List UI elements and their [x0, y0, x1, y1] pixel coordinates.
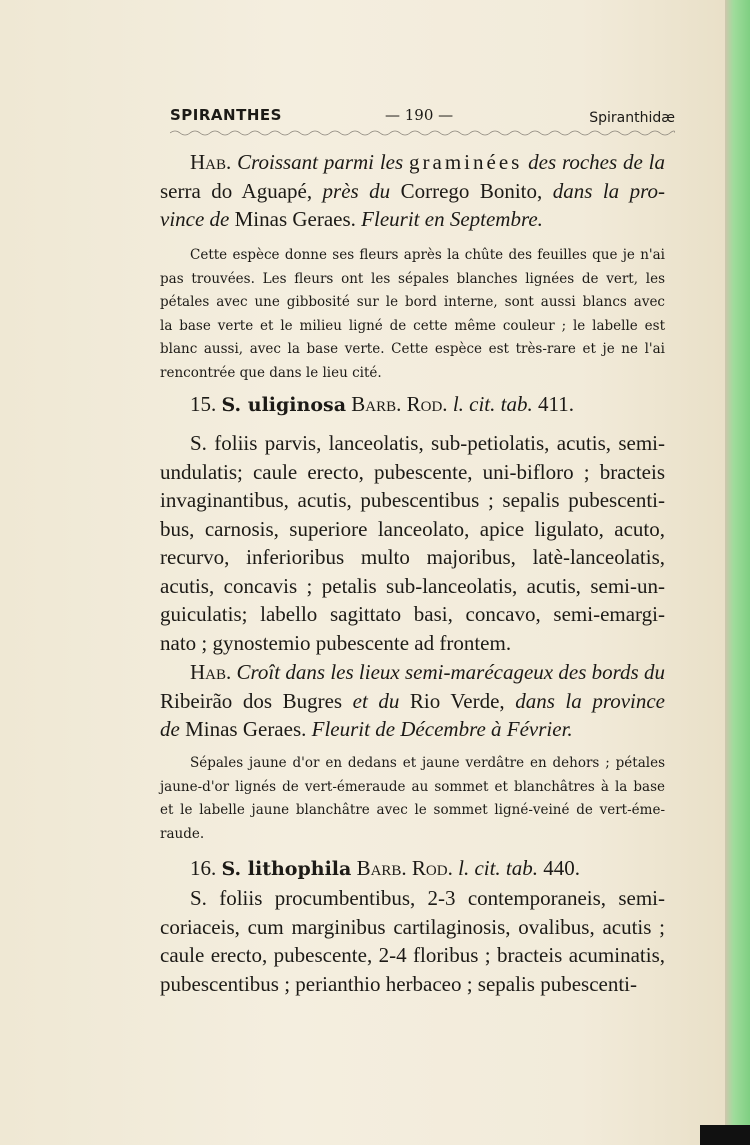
text-run: 411.: [532, 392, 574, 416]
text-run: 15.: [190, 392, 222, 416]
text-run: Rio Verde,: [399, 688, 516, 713]
species-16-heading: [160, 854, 665, 884]
species-15-habitat: [160, 658, 665, 744]
text-line: [160, 205, 665, 234]
text-run: des roches de la: [522, 150, 665, 174]
text-line: undulatis; caule erecto, pubescente, uni-bifloro ; bracteis: [160, 459, 665, 484]
note-paragraph-1: [160, 244, 665, 385]
text-line: raude.: [160, 825, 205, 842]
text-line: nato ; gynostemio pubescente ad frontem.: [160, 630, 512, 655]
text-line: caule erecto, pubescente, 2-4 floribus ; bracteis acuminatis,: [160, 943, 665, 967]
header-rule: [170, 128, 675, 138]
text-run: Croissant parmi les: [237, 150, 410, 174]
text-line: S. foliis procumbentibus, 2-3 contemporaneis, semi-: [190, 886, 665, 910]
species-15-heading: [160, 390, 665, 420]
text-line: bus, carnosis, superiore lanceolato, apice ligulato, acuto,: [160, 516, 665, 541]
text-run: de: [160, 717, 180, 741]
text-run: graminées: [409, 150, 523, 174]
text-run: vince de: [160, 207, 230, 231]
text-line: blanc aussi, avec la base verte. Cette espèce est très-rare et je ne l'ai: [160, 341, 665, 357]
text-run: S. uliginosa: [221, 394, 347, 416]
header-family: Spiranthidæ: [589, 110, 675, 126]
page-shadow: [700, 1125, 750, 1145]
text-line: [160, 177, 665, 206]
text-run: Croît dans les lieux semi-marécageux des bords du: [236, 660, 665, 684]
text-run: S. lithophila: [221, 858, 352, 880]
text-run: l. cit. tab.: [458, 856, 539, 880]
text-run: près du: [322, 178, 391, 203]
page-edge: [725, 0, 750, 1145]
text-run: dans la pro-: [552, 178, 665, 203]
text-line: [160, 148, 665, 177]
text-run: Ribeirão dos Bugres: [160, 688, 353, 713]
species-15-note: [160, 752, 665, 846]
text-line: Cette espèce donne ses fleurs après la chûte des feuilles que je n'ai: [190, 247, 665, 263]
text-run: 16.: [190, 856, 222, 880]
text-line: rencontrée que dans le lieu cité.: [160, 364, 382, 381]
text-run: Minas Geraes.: [229, 207, 362, 231]
species-16-description: [160, 884, 665, 998]
text-run: Corrego Bonito,: [390, 178, 553, 203]
text-run: Hab.: [190, 660, 237, 684]
text-line: [160, 658, 665, 687]
text-line: [160, 854, 665, 884]
text-run: Fleurit en Septembre.: [361, 207, 543, 231]
text-line: pas trouvées. Les fleurs ont les sépales blanches lignées de vert, les: [160, 270, 665, 287]
text-run: Minas Geraes.: [179, 717, 312, 741]
text-line: la base verte et le milieu ligné de cette même couleur ; le labelle est: [160, 317, 665, 334]
species-15-description: [160, 429, 665, 657]
text-line: recurvo, inferioribus multo majoribus, latè-lanceolatis,: [160, 545, 665, 569]
text-line: invaginantibus, acutis, pubescentibus ; sepalis pubescenti-: [160, 488, 665, 512]
header-section-title: SPIRANTHES: [170, 106, 282, 124]
text-line: et le labelle jaune blanchâtre avec le sommet ligné-veiné de vert-éme-: [160, 802, 665, 818]
page-number: — 190 —: [385, 106, 454, 124]
text-line: pubescentibus ; perianthio herbaceo ; sepalis pubescenti-: [160, 971, 638, 996]
habitat-paragraph-1: [160, 148, 665, 234]
text-line: acutis, concavis ; petalis sub-lanceolatis, acutis, semi-un-: [160, 573, 665, 598]
text-run: l. cit. tab.: [452, 392, 533, 416]
text-run: serra do Aguapé,: [160, 178, 323, 203]
text-line: guiculatis; labello sagittato basi, concavo, semi-emargi-: [160, 602, 665, 626]
text-line: [160, 687, 665, 716]
text-run: Fleurit de Décembre à Février.: [311, 717, 573, 741]
text-line: Sépales jaune d'or en dedans et jaune verdâtre en dehors ; pétales: [190, 755, 665, 771]
text-run: et du: [352, 688, 400, 713]
text-line: [160, 715, 665, 744]
text-line: jaune-d'or lignés de vert-émeraude au sommet et blanchâtres à la base: [160, 778, 665, 795]
text-line: S. foliis parvis, lanceolatis, sub-petiolatis, acutis, semi-: [190, 431, 665, 455]
text-run: Barb. Rod.: [346, 392, 453, 416]
text-line: pétales avec une gibbosité sur le bord interne, sont aussi blancs avec: [160, 294, 665, 310]
running-header: [170, 106, 675, 130]
text-run: Barb. Rod.: [351, 856, 459, 880]
text-run: Hab.: [190, 150, 238, 174]
text-line: coriaceis, cum marginibus cartilaginosis, ovalibus, acutis ;: [160, 914, 665, 939]
text-run: dans la province: [515, 688, 666, 713]
text-run: 440.: [538, 856, 581, 880]
text-line: [160, 390, 665, 420]
